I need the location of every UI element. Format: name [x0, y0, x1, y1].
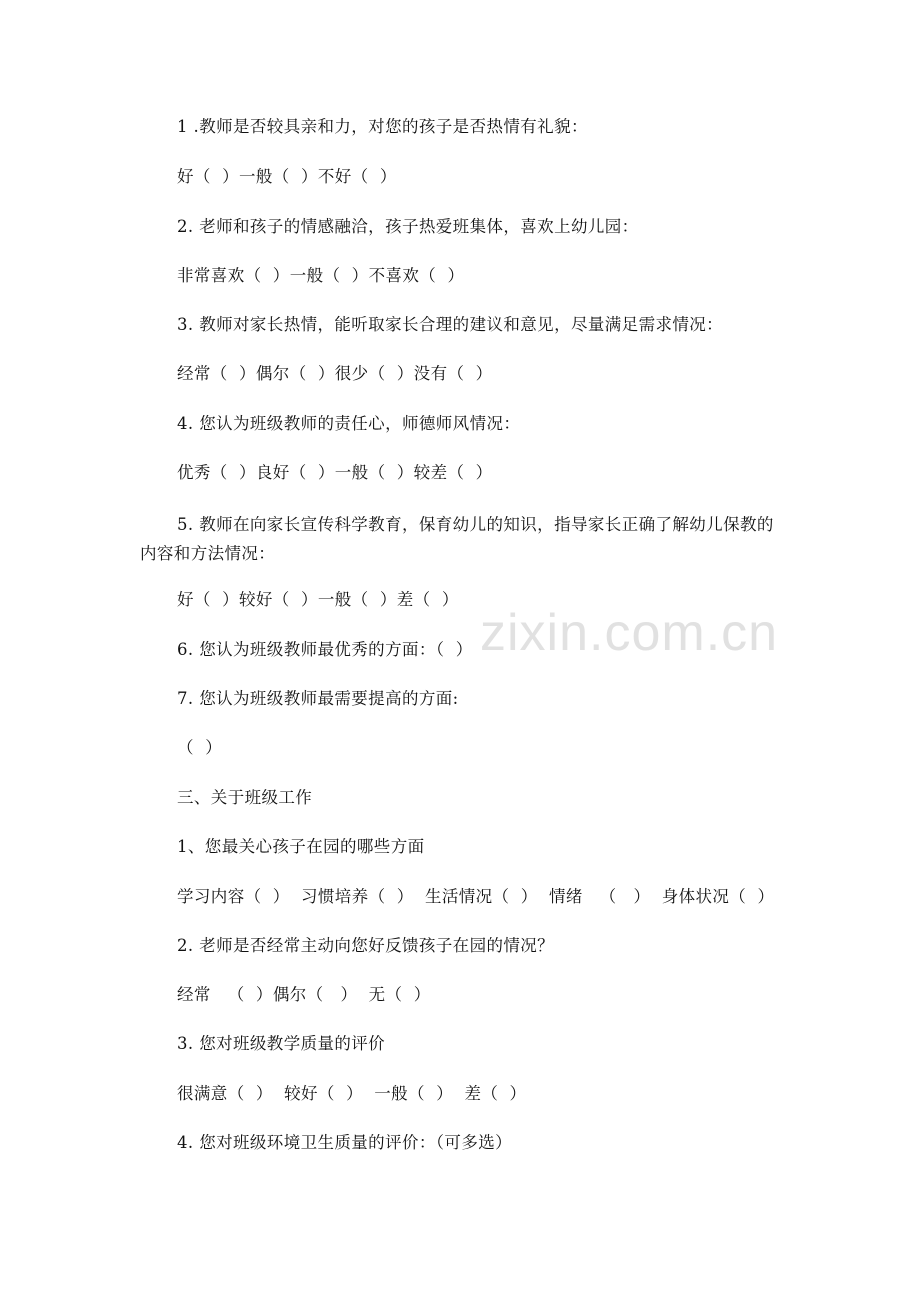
answer-options-2: 非常喜欢（ ）一般（ ）不喜欢（ ）	[177, 266, 465, 285]
question-5: 5. 教师在向家长宣传科学教育，保育幼儿的知识，指导家长正确了解幼儿保教的内容和方法情况：	[140, 515, 774, 563]
section3-question-1: 1、您最关心孩子在园的哪些方面	[177, 837, 425, 856]
question-4: 4. 您认为班级教师的责任心，师德师风情况：	[177, 414, 521, 433]
question-3: 3. 教师对家长热情，能听取家长合理的建议和意见，尽量满足需求情况：	[177, 315, 724, 334]
section3-question-4: 4. 您对班级环境卫生质量的评价：（可多选）	[177, 1133, 513, 1152]
answer-options-3: 经常（ ）偶尔（ ）很少（ ）没有（ ）	[177, 364, 493, 383]
section-heading-class-work: 三、关于班级工作	[177, 788, 313, 807]
section3-answer-options-1: 学习内容（ ） 习惯培养（ ） 生活情况（ ） 情绪 （ ） 身体状况（ ）	[177, 887, 775, 906]
question-6: 6. 您认为班级教师最优秀的方面：（ ）	[177, 640, 473, 659]
question-7: 7. 您认为班级教师最需要提高的方面:	[177, 689, 459, 708]
answer-options-1: 好（ ）一般（ ）不好（ ）	[177, 167, 397, 186]
answer-blank-7: （ ）	[177, 738, 223, 757]
section3-answer-options-3: 很满意（ ） 较好（ ） 一般（ ） 差（ ）	[177, 1084, 527, 1103]
section3-question-3: 3. 您对班级教学质量的评价	[177, 1034, 386, 1053]
section3-question-2: 2. 老师是否经常主动向您好反馈孩子在园的情况？	[177, 936, 555, 955]
section3-answer-options-2: 经常 （ ）偶尔（ ） 无（ ）	[177, 985, 431, 1004]
answer-options-4: 优秀（ ）良好（ ）一般（ ）较差（ ）	[177, 463, 493, 482]
answer-options-5: 好（ ）较好（ ）一般（ ）差（ ）	[177, 590, 459, 609]
question-1: 1 .教师是否较具亲和力，对您的孩子是否热情有礼貌：	[177, 117, 588, 136]
question-2: 2. 老师和孩子的情感融洽，孩子热爱班集体，喜欢上幼儿园：	[177, 217, 639, 236]
watermark: zixin.com.cn	[480, 604, 779, 662]
